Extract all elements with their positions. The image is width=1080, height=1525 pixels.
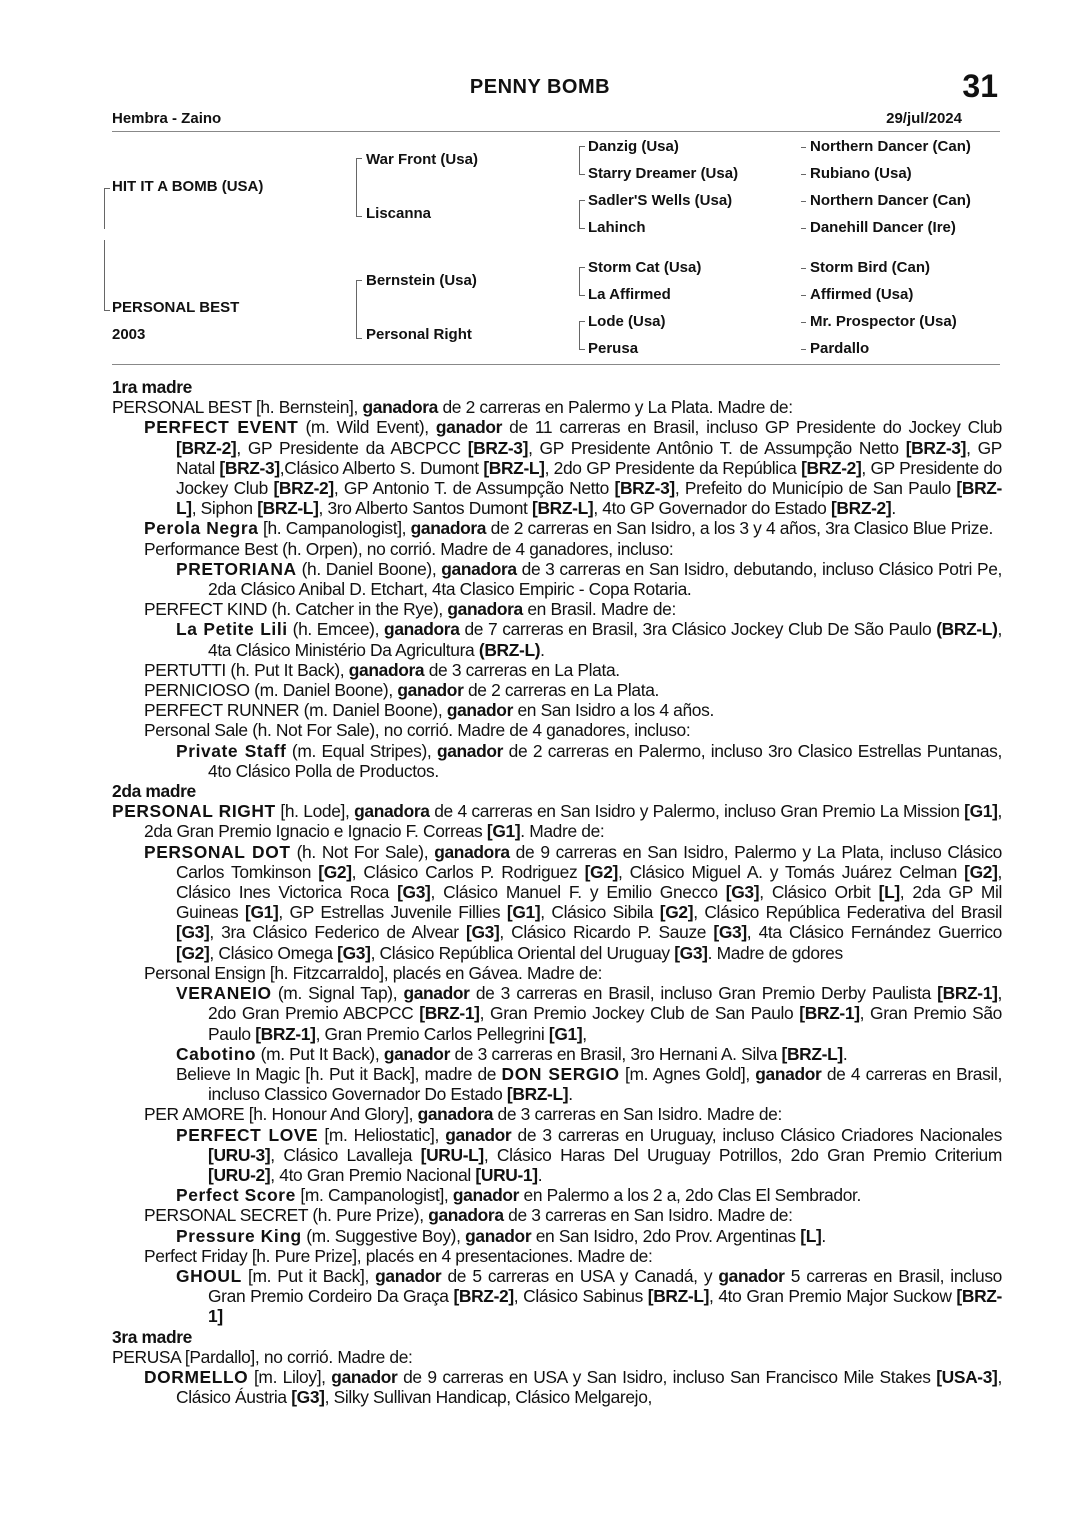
emphasis-text: ganador — [452, 1185, 520, 1206]
emphasis-text: ganadora — [417, 1104, 494, 1125]
record-text: , Clásico Miguel A. y Tomás Juárez Celman — [617, 861, 965, 882]
pedigree-dds: Lode (Usa) — [588, 313, 666, 330]
record-text: ,Clásico Alberto S. Dumont — [279, 457, 484, 478]
record-text: , 2do GP Presidente da República — [544, 457, 802, 478]
emphasis-text: [BRZ-3] — [905, 437, 967, 458]
emphasis-text: ganadora — [447, 599, 523, 620]
record-text: de 9 carreras en San Isidro, Palermo y La Plata, incluso Clásico Carlos Tomkinson — [176, 841, 1002, 882]
emphasis-text: [BRZ-L] — [483, 457, 545, 478]
emphasis-text: ganadora — [441, 558, 517, 579]
record-entry — [112, 397, 1002, 417]
pedigree-ssd: Starry Dreamer (Usa) — [588, 165, 739, 182]
record-text: , GP Presidente da ABCPCC — [236, 437, 468, 458]
record-text: de 2 carreras en Palermo y La Plata. Madre de: — [437, 397, 793, 418]
pedigree-sssd: Rubiano (Usa) — [810, 165, 912, 182]
record-entry — [176, 1044, 1002, 1064]
horse-name: DON SERGIO — [501, 1063, 620, 1084]
record-text: de 3 carreras en La Plata. — [424, 659, 620, 680]
record-entry — [144, 680, 1002, 700]
pedigree-bracket — [579, 267, 585, 282]
emphasis-text: [G3] — [291, 1387, 325, 1408]
pedigree-dash — [801, 349, 806, 350]
page-number: 31 — [962, 68, 998, 104]
emphasis-text: [BRZ-1] — [799, 1003, 860, 1024]
horse-name: Private Staff — [176, 740, 287, 761]
record-entry — [176, 1226, 1002, 1246]
emphasis-text: ganadora — [428, 1205, 504, 1226]
pedigree-bracket — [579, 281, 585, 296]
record-entry — [176, 1266, 1002, 1327]
emphasis-text: [BRZ-3] — [219, 457, 280, 478]
emphasis-text: [L] — [878, 882, 900, 903]
pedigree-dash — [801, 174, 806, 175]
emphasis-text: [URU-1] — [475, 1164, 538, 1185]
record-text: PERFECT KIND (h. Catcher in the Rye), — [144, 599, 448, 620]
record-entry — [176, 1125, 1002, 1186]
record-text: [m. Campanologist], — [295, 1185, 453, 1206]
record-entry — [144, 1104, 1002, 1124]
emphasis-text: [G3] — [713, 922, 747, 943]
record-text: , Clásico Carlos P. Rodriguez — [351, 861, 585, 882]
emphasis-text: ganadora — [410, 518, 487, 539]
record-text: , Clásico Orbit — [759, 882, 879, 903]
record-text: , 3ro Alberto Santos Dumont — [318, 498, 533, 519]
record-text: . Madre de gdores — [707, 942, 843, 963]
emphasis-text: (BRZ-L) — [936, 619, 998, 640]
horse-name: PRETORIANA — [176, 558, 297, 579]
record-entry — [176, 1185, 1002, 1205]
record-text: PER AMORE [h. Honour And Glory], — [144, 1104, 418, 1125]
pedigree-bracket — [579, 146, 585, 161]
record-entry — [144, 842, 1002, 963]
record-text: , Clásico Haras Del Uruguay Potrillos, 2do Gran Premio Criterium — [483, 1144, 1002, 1165]
page-title: PENNY BOMB — [469, 76, 611, 98]
emphasis-text: ganador — [403, 983, 470, 1004]
pedigree-bracket — [579, 160, 585, 175]
pedigree-ssss: Northern Dancer (Can) — [810, 138, 971, 155]
emphasis-text: [BRZ-2] — [453, 1286, 514, 1307]
record-text: , 3ra Clásico Federico de Alvear — [209, 922, 466, 943]
pedigree-sss: Danzig (Usa) — [588, 138, 679, 155]
pedigree-sdd: Lahinch — [588, 219, 646, 236]
pedigree-ds: Bernstein (Usa) — [366, 272, 477, 289]
record-text: , 4to GP Governador do Estado — [593, 498, 831, 519]
emphasis-text: [G1] — [245, 902, 279, 923]
record-text: [m. Put it Back], — [241, 1265, 376, 1286]
record-text: , Clásico Áustria — [176, 1366, 1002, 1408]
record-text: . — [568, 1084, 573, 1105]
emphasis-text: [BRZ-L] — [532, 498, 594, 519]
record-entry — [176, 1064, 1002, 1104]
emphasis-text: ganadora — [348, 659, 425, 680]
horse-name: VERANEIO — [176, 983, 272, 1004]
record-text: , GP Presidente do Jockey Club — [176, 457, 1002, 499]
emphasis-text: [G1] — [548, 1023, 583, 1044]
record-entry — [176, 741, 1002, 781]
emphasis-text: ganador — [435, 417, 503, 438]
pedigree-ss: War Front (Usa) — [366, 151, 478, 168]
emphasis-text: [G2] — [659, 902, 694, 923]
record-text: Believe In Magic [h. Put it Back], madre de — [176, 1063, 502, 1084]
record-text: , Clásico Ines Victorica Roca — [176, 861, 1002, 903]
emphasis-text: [BRZ-2] — [176, 437, 237, 458]
emphasis-text: ganadora — [362, 397, 438, 418]
record-entry — [176, 619, 1002, 659]
horse-name: PERFECT LOVE — [176, 1124, 319, 1145]
horse-name: PERSONAL DOT — [144, 841, 291, 862]
emphasis-text: [BRZ-L] — [176, 478, 1002, 519]
section-heading: 3ra madre — [112, 1326, 192, 1347]
record-text: . — [842, 1043, 848, 1064]
record-text: de 9 carreras en USA y San Isidro, incluso San Francisco Mile Stakes — [397, 1366, 937, 1387]
pedigree-dss: Storm Cat (Usa) — [588, 259, 702, 276]
emphasis-text: [G1] — [506, 902, 541, 923]
record-text: , GP Presidente Antônio T. de Assumpção Netto — [528, 437, 906, 458]
record-text: , 4to Gran Premio Major Suckow — [709, 1286, 957, 1307]
emphasis-text: ganador — [755, 1063, 822, 1084]
record-text: 5 carreras en Brasil, incluso Gran Premio Cordeiro Da Graça — [208, 1265, 1002, 1307]
pedigree-dam-year: 2003 — [112, 326, 146, 343]
pedigree-ddss: Mr. Prospector (Usa) — [810, 313, 957, 330]
emphasis-text: [URU-L] — [420, 1144, 484, 1165]
emphasis-text: [G3] — [176, 922, 210, 943]
record-text: , GP Antonio T. de Assumpção Netto — [333, 478, 615, 499]
emphasis-text: ganador — [397, 680, 464, 701]
record-entry — [144, 963, 1002, 983]
pedigree-bracket — [579, 335, 585, 350]
record-text: (m. Signal Tap), — [271, 983, 404, 1004]
emphasis-text: [BRZ-2] — [273, 478, 334, 499]
record-text: , Siphon — [191, 498, 258, 519]
record-entry — [144, 720, 1002, 740]
emphasis-text: [G3] — [466, 922, 500, 943]
emphasis-text: [BRZ-L] — [257, 498, 319, 519]
pedigree-sd: Liscanna — [366, 205, 432, 222]
emphasis-text: [USA-3] — [936, 1366, 998, 1387]
record-text: PERFECT RUNNER (m. Daniel Boone), — [144, 700, 447, 721]
pedigree-sdss: Northern Dancer (Can) — [810, 192, 971, 209]
record-text: Personal Ensign [h. Fitzcarraldo], placés en Gávea. Madre de: — [144, 962, 603, 983]
emphasis-text: ganador — [436, 740, 504, 761]
record-text: en San Isidro a los 4 años. — [512, 700, 714, 721]
catalog-date: 29/jul/2024 — [886, 110, 962, 127]
pedigree-ddsd: Pardallo — [810, 340, 870, 357]
emphasis-text: [G3] — [397, 882, 431, 903]
pedigree-sire: HIT IT A BOMB (USA) — [112, 178, 264, 195]
record-text: PERSONAL SECRET (h. Pure Prize), — [144, 1205, 429, 1226]
emphasis-text: ganadora — [384, 619, 460, 640]
record-text: (m. Wild Event), — [298, 417, 436, 438]
emphasis-text: [G3] — [674, 942, 708, 963]
pedigree-dam: PERSONAL BEST — [112, 299, 240, 316]
horse-name: Perfect Score — [176, 1185, 296, 1206]
emphasis-text: [BRZ-L] — [781, 1043, 843, 1064]
emphasis-text: [BRZ-2] — [801, 457, 862, 478]
record-text: de 3 carreras en Uruguay, incluso Clásico Criadores Nacionales — [511, 1124, 1002, 1145]
record-text: , Clásico República Federativa del Brasil — [693, 902, 1002, 923]
emphasis-text: [G1] — [964, 801, 998, 822]
emphasis-text: ganador — [446, 700, 513, 721]
record-text: Perfect Friday [h. Pure Prize], placés en 4 presentaciones. Madre de: — [144, 1245, 653, 1266]
section-heading: 2da madre — [112, 781, 196, 802]
record-text: PERSONAL BEST [h. Bernstein], — [112, 397, 363, 418]
pedigree-ddd: Perusa — [588, 340, 639, 357]
emphasis-text: (BRZ-L) — [478, 639, 541, 660]
record-entry — [176, 559, 1002, 599]
record-text: , Clásico Sibila — [540, 902, 660, 923]
record-text: , Gran Premio Carlos Pellegrini — [315, 1023, 549, 1044]
record-text: , Clásico Lavalleja — [270, 1144, 421, 1165]
pedigree-sds: Sadler'S Wells (Usa) — [588, 192, 733, 209]
record-text: , 2do Gran Premio ABCPCC — [208, 983, 1002, 1024]
record-text: (h. Not For Sale), — [290, 841, 435, 862]
emphasis-text: [G2] — [176, 942, 210, 963]
record-text: , 4to Gran Premio Nacional — [270, 1164, 476, 1185]
record-text: , Gran Premio Jockey Club de San Paulo — [479, 1003, 800, 1024]
pedigree-dash — [801, 268, 806, 269]
pedigree-dash — [801, 147, 806, 148]
record-entry — [176, 983, 1002, 1044]
record-text: , 4ta Clásico Ministério Da Agricultura — [208, 619, 1002, 660]
record-text: , Clásico Manuel F. y Emilio Gnecco — [430, 882, 726, 903]
pedigree-dash — [801, 322, 806, 323]
emphasis-text: ganadora — [434, 841, 510, 862]
record-text: de 3 carreras en San Isidro. Madre de: — [493, 1104, 782, 1125]
record-entry — [144, 1246, 1002, 1266]
horse-name: PERFECT EVENT — [144, 417, 299, 438]
record-text: (m. Equal Stripes), — [286, 740, 437, 761]
record-text: [h. Campanologist], — [258, 518, 411, 539]
record-text: en San Isidro, 2do Prov. Argentinas — [531, 1225, 801, 1246]
record-text: de 3 carreras en Brasil, 3ro Hernani A. Silva — [449, 1043, 782, 1064]
horse-name: GHOUL — [176, 1265, 242, 1286]
record-text: , GP Estrellas Juvenile Fillies — [278, 902, 507, 923]
record-text: [m. Liloy], — [248, 1366, 332, 1387]
record-entry — [144, 660, 1002, 680]
record-text: (m. Suggestive Boy), — [301, 1225, 466, 1246]
record-text: en Brasil. Madre de: — [522, 599, 676, 620]
record-entry — [144, 1205, 1002, 1225]
record-text: , Clásico Ricardo P. Sauze — [499, 922, 714, 943]
record-text: . — [891, 498, 896, 519]
emphasis-text: [L] — [800, 1225, 822, 1246]
pedigree-bracket — [579, 214, 585, 229]
horse-name: Cabotino — [176, 1043, 257, 1064]
record-entry — [144, 539, 1002, 559]
record-text: [h. Lode], — [275, 801, 355, 822]
pedigree-bracket — [104, 240, 110, 311]
pedigree-dd: Personal Right — [366, 326, 472, 343]
pedigree-rule — [112, 364, 1000, 365]
record-text: (m. Put It Back), — [256, 1043, 384, 1064]
record-text: PERUSA [Pardallo], no corrió. Madre de: — [112, 1346, 413, 1367]
emphasis-text: ganador — [331, 1366, 398, 1387]
record-text: de 2 carreras en San Isidro, a los 3 y 4 años, 3ra Clasico Blue Prize. — [486, 518, 993, 539]
record-text: , 2da GP Mil Guineas — [176, 882, 1002, 923]
record-text: . — [821, 1225, 826, 1246]
horse-name: La Petite Lili — [176, 619, 288, 640]
pedigree-dash — [801, 295, 806, 296]
pedigree-bracket — [356, 308, 362, 339]
record-text: , 4ta Clásico Fernández Guerrico — [746, 922, 1003, 943]
header-rule — [112, 131, 1000, 132]
record-text: de 11 carreras en Brasil, incluso GP Presidente do Jockey Club — [502, 417, 1002, 438]
horse-name: DORMELLO — [144, 1366, 249, 1387]
emphasis-text: ganador — [383, 1043, 450, 1064]
emphasis-text: [URU-3] — [208, 1144, 271, 1165]
record-text: , Clásico Sabinus — [513, 1286, 648, 1307]
emphasis-text: ganador — [465, 1225, 532, 1246]
pedigree-dash — [801, 201, 806, 202]
emphasis-text: [G1] — [486, 821, 521, 842]
record-text: de 2 carreras en La Plata. — [463, 680, 659, 701]
record-text: . Madre de: — [520, 821, 605, 842]
pedigree-dash — [801, 228, 806, 229]
emphasis-text: [BRZ-1] — [937, 983, 998, 1004]
emphasis-text: [G2] — [318, 861, 352, 882]
emphasis-text: [BRZ-3] — [467, 437, 529, 458]
record-entry — [112, 801, 1002, 841]
emphasis-text: [BRZ-1] — [255, 1023, 316, 1044]
record-text: de 2 carreras en Palermo, incluso 3ro Clasico Estrellas Puntanas, 4to Clásico Polla de Productos. — [208, 740, 1002, 781]
pedigree-bracket — [356, 280, 362, 309]
pedigree-bracket — [579, 200, 585, 215]
pedigree-dssd: Affirmed (Usa) — [810, 286, 914, 303]
record-entry — [144, 599, 1002, 619]
emphasis-text: [BRZ-L] — [506, 1084, 569, 1105]
pedigree-sdsd: Danehill Dancer (Ire) — [810, 219, 956, 236]
record-entry — [144, 1367, 1002, 1407]
record-text: , — [582, 1023, 587, 1044]
record-text: , Gran Premio São Paulo — [208, 1003, 1002, 1044]
emphasis-text: [BRZ-1] — [419, 1003, 480, 1024]
horse-name: PERSONAL RIGHT — [112, 801, 276, 822]
record-text: de 3 carreras en San Isidro. Madre de: — [503, 1205, 793, 1226]
record-text: , GP Natal — [176, 437, 1003, 478]
emphasis-text: [G2] — [964, 861, 998, 882]
record-text: de 5 carreras en USA y Canadá, y — [441, 1265, 719, 1286]
record-text: , Prefeito do Município de San Paulo — [674, 478, 957, 499]
emphasis-text: [BRZ-3] — [614, 478, 675, 499]
record-text: de 7 carreras en Brasil, 3ra Clásico Jockey Club De São Paulo — [459, 619, 937, 640]
emphasis-text: ganadora — [354, 801, 430, 822]
emphasis-text: [G3] — [725, 882, 760, 903]
horse-name: Pressure King — [176, 1225, 302, 1246]
record-text: en Palermo a los 2 a, 2do Clas El Sembrador. — [519, 1185, 861, 1206]
emphasis-text: [BRZ-1] — [208, 1286, 1002, 1327]
record-text: . — [537, 1164, 543, 1185]
record-text: . — [540, 639, 545, 660]
emphasis-text: [BRZ-2] — [830, 498, 892, 519]
record-entry — [144, 417, 1002, 518]
produce-record — [112, 377, 1002, 1407]
pedigree-dsss: Storm Bird (Can) — [810, 259, 930, 276]
horse-name: Perola Negra — [144, 518, 259, 539]
record-text: , Silky Sullivan Handicap, Clásico Melgarejo, — [324, 1387, 652, 1408]
emphasis-text: ganador — [718, 1265, 785, 1286]
section-heading: 1ra madre — [112, 377, 192, 397]
emphasis-text: ganador — [445, 1124, 512, 1145]
record-text: [m. Heliostatic], — [318, 1124, 446, 1145]
pedigree-bracket — [356, 186, 362, 217]
emphasis-text: [BRZ-L] — [647, 1286, 710, 1307]
record-text: (h. Daniel Boone), — [296, 558, 442, 579]
record-text: Performance Best (h. Orpen), no corrió. Madre de 4 ganadores, incluso: — [144, 538, 674, 559]
emphasis-text: [G3] — [337, 942, 371, 963]
pedigree-bracket — [356, 158, 362, 187]
record-entry — [112, 1347, 1002, 1367]
pedigree-dsd: La Affirmed — [588, 286, 671, 303]
record-text: PERNICIOSO (m. Daniel Boone), — [144, 680, 398, 701]
emphasis-text: [URU-2] — [208, 1164, 271, 1185]
record-text: de 4 carreras en San Isidro y Palermo, incluso Gran Premio La Mission — [429, 801, 965, 822]
emphasis-text: ganador — [375, 1265, 442, 1286]
record-text: [m. Agnes Gold], — [619, 1063, 756, 1084]
record-text: , 2da Gran Premio Ignacio e Ignacio F. Correas — [144, 801, 1002, 842]
record-entry — [144, 518, 1002, 538]
record-text: PERTUTTI (h. Put It Back), — [144, 659, 349, 680]
record-text: de 4 carreras en Brasil, incluso Classico Governador Do Estado — [208, 1063, 1002, 1105]
record-text: Personal Sale (h. Not For Sale), no corrió. Madre de 4 ganadores, incluso: — [144, 720, 691, 741]
emphasis-text: [G2] — [584, 861, 618, 882]
record-text: de 3 carreras en Brasil, incluso Gran Premio Derby Paulista — [469, 983, 938, 1004]
sex-color: Hembra - Zaino — [112, 110, 222, 127]
record-text: de 3 carreras en San Isidro, debutando, incluso Clásico Potri Pe, 2da Clásico Anibal D. Etchart, 4ta Clasico Empiric - Copa Rotaria. — [208, 558, 1002, 600]
record-text: , Clásico República Oriental del Uruguay — [370, 942, 675, 963]
pedigree-bracket — [579, 321, 585, 336]
record-entry — [144, 700, 1002, 720]
record-text: , Clásico Omega — [209, 942, 338, 963]
record-text: (h. Emcee), — [287, 619, 385, 640]
pedigree-bracket — [104, 188, 110, 229]
